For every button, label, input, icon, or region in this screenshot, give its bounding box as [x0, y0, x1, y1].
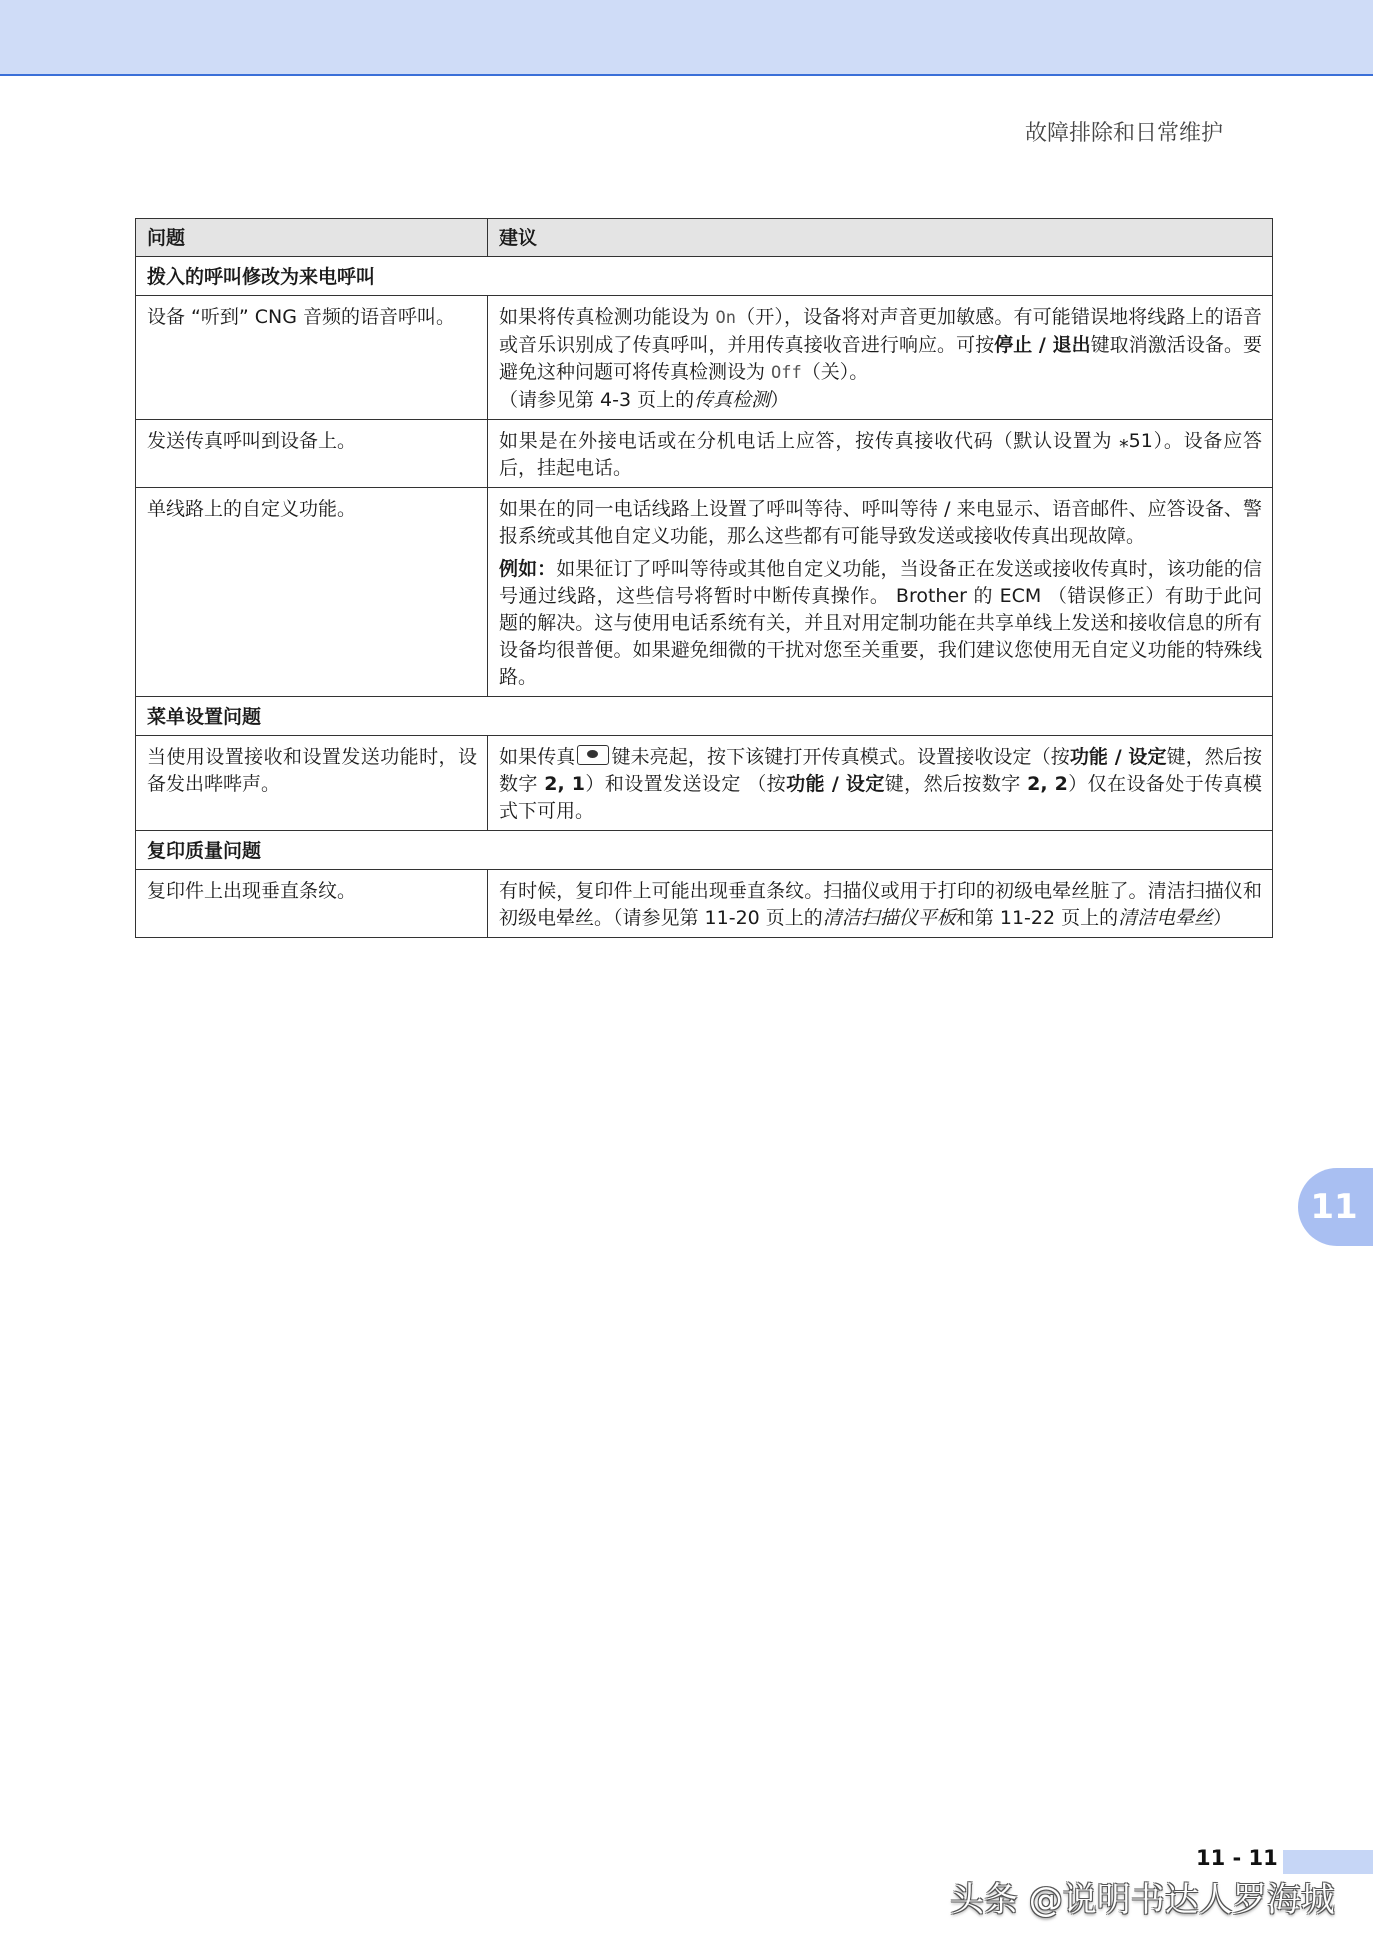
cross-reference: 清洁扫描仪平板 [822, 907, 956, 929]
section-row [136, 831, 1273, 870]
section-row [136, 697, 1273, 736]
problem-cell: 当使用设置接收和设置发送功能时，设备发出哔哔声。 [136, 736, 488, 831]
column-header-problem: 问题 [136, 219, 488, 257]
advice-cell: 如果传真 键未亮起，按下该键打开传真模式。设置接收设定（按功能 / 设定键，然后按数字 2, 1）和设置发送设定 （按功能 / 设定键，然后按数字 2, 2）仅在设备处于传真模式下可用。 [488, 736, 1273, 831]
table-row [136, 296, 1273, 420]
troubleshooting-table [135, 218, 1273, 938]
chapter-header-title: 故障排除和日常维护 [1024, 121, 1223, 146]
table-row [136, 870, 1273, 938]
problem-cell: 单线路上的自定义功能。 [136, 488, 488, 697]
problem-cell: 发送传真呼叫到设备上。 [136, 420, 488, 488]
table-row [136, 488, 1273, 697]
table-header-row [136, 219, 1273, 257]
cross-reference: 清洁电晕丝 [1118, 907, 1214, 929]
key-name-function: 功能 / 设定 [786, 773, 885, 795]
code-value-on: On [715, 308, 737, 328]
section-title: 复印质量问题 [136, 831, 1273, 870]
section-title: 拨入的呼叫修改为来电呼叫 [136, 257, 1273, 296]
table-row [136, 420, 1273, 488]
footer-band [1283, 1850, 1373, 1874]
key-name-function: 功能 / 设定 [1069, 746, 1167, 768]
problem-cell: 设备 “听到” CNG 音频的语音呼叫。 [136, 296, 488, 420]
code-value-off: Off [771, 363, 802, 383]
advice-cell: 有时候，复印件上可能出现垂直条纹。扫描仪或用于打印的初级电晕丝脏了。清洁扫描仪和初级电晕丝。（请参见第 11-20 页上的清洁扫描仪平板和第 11-22 页上的清洁电晕丝） [488, 870, 1273, 938]
fax-key-icon [577, 745, 609, 765]
top-header-band [0, 0, 1373, 76]
section-row [136, 257, 1273, 296]
example-label: 例如： [499, 558, 557, 580]
chapter-tab[interactable]: 11 [1298, 1168, 1373, 1246]
advice-cell: 如果在的同一电话线路上设置了呼叫等待、呼叫等待 / 来电显示、语音邮件、应答设备、警报系统或其他自定义功能，那么这些都有可能导致发送或接收传真出现故障。 例如：如果征订了呼叫等待或其他自定义功能，当设备正在发送或接收传真时，该功能的信号通过线路，这些信号将暂时中断传真操作。 Brother 的 ECM （错误修正）有助于此问题的解决。这与使用电话系统有关，并且对用定制功能在共享单线上发送和接收信息的所有设备均很普便。如果避免细微的干扰对您至关重要，我们建议您使用无自定义功能的特殊线路。 [488, 488, 1273, 697]
page-number: 11 - 11 [1196, 1846, 1278, 1870]
problem-cell: 复印件上出现垂直条纹。 [136, 870, 488, 938]
table-row [136, 736, 1273, 831]
section-title: 菜单设置问题 [136, 697, 1273, 736]
key-name-stop-exit: 停止 / 退出 [994, 334, 1091, 356]
watermark: 头条 @说明书达人罗海城 [950, 1880, 1335, 1920]
cross-reference: 传真检测 [694, 389, 771, 411]
advice-cell: 如果是在外接电话或在分机电话上应答，按传真接收代码（默认设置为 ⁎51）。设备应答后，挂起电话。 [488, 420, 1273, 488]
advice-cell: 如果将传真检测功能设为 On（开），设备将对声音更加敏感。有可能错误地将线路上的语音或音乐识别成了传真呼叫，并用传真接收音进行响应。可按停止 / 退出键取消激活设备。要避免这种问题可将传真检测设为 Off（关）。 （请参见第 4-3 页上的传真检测） [488, 296, 1273, 420]
column-header-advice: 建议 [488, 219, 1273, 257]
